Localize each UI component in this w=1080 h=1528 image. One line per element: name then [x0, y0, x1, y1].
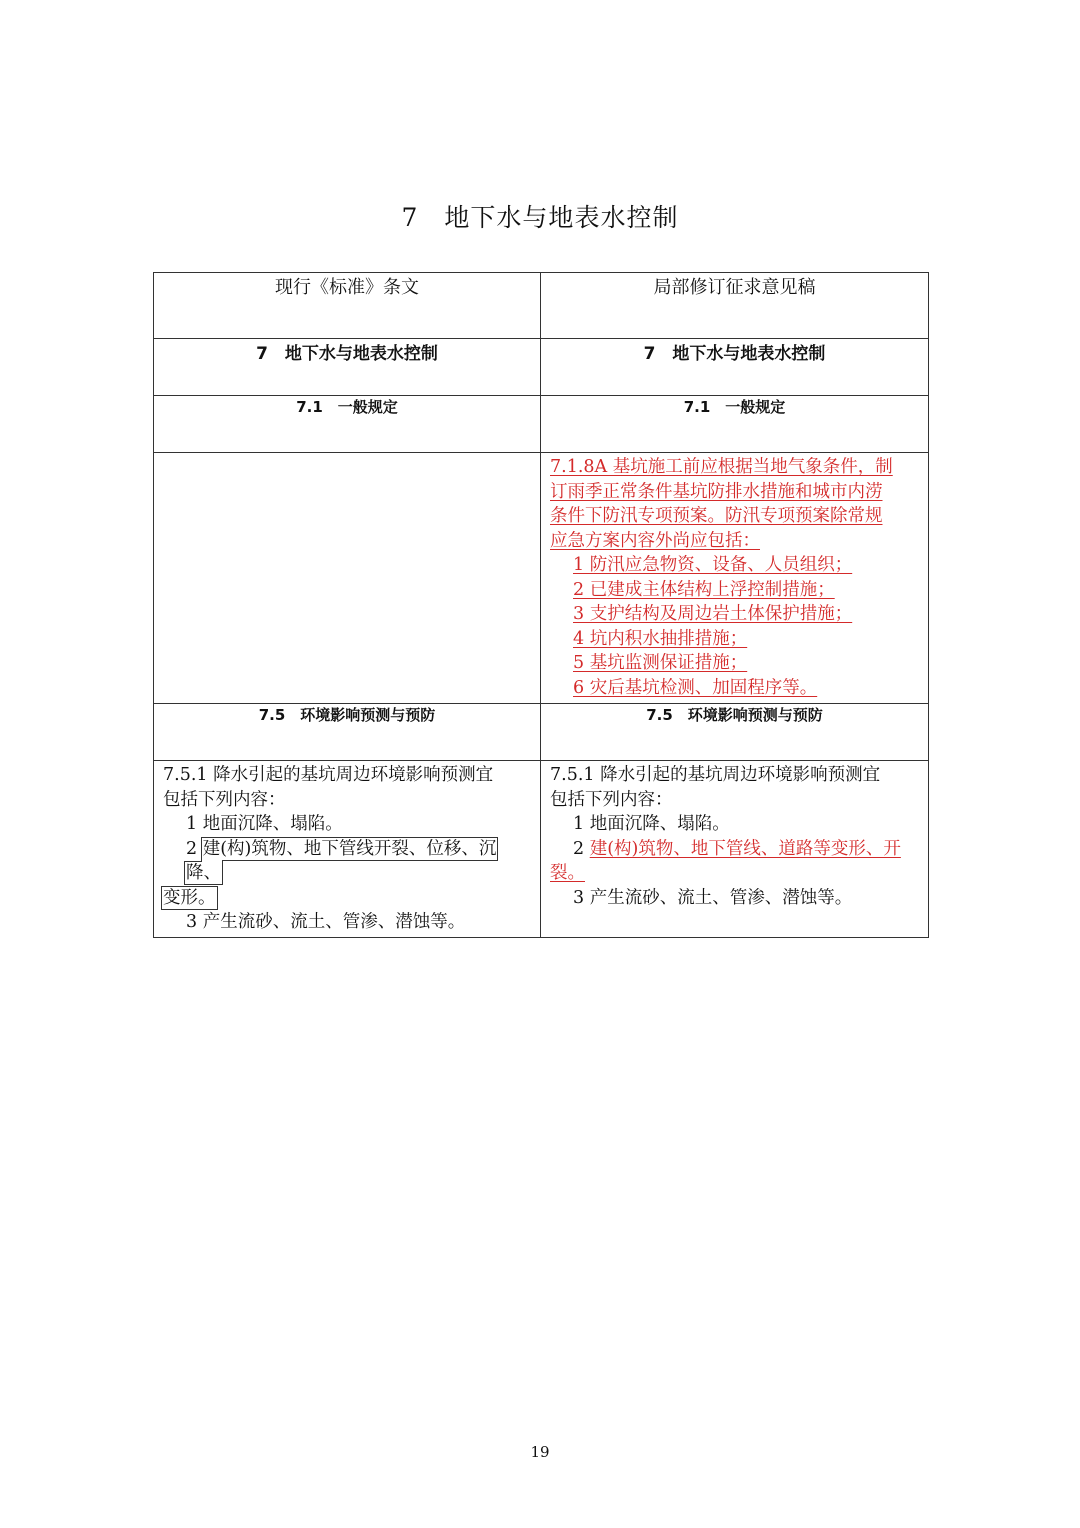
clause-line: 条件下防汛专项预案。防汛专项预案除常规 — [550, 506, 883, 526]
clause-item: 3 支护结构及周边岩土体保护措施； — [573, 604, 853, 624]
clause-751-current — [154, 761, 541, 938]
clause-line: 应急方案内容外尚应包括： — [550, 530, 760, 551]
clause-item-continued — [550, 861, 919, 886]
deleted-text-box: 建(构)筑物、地下管线开裂、位移、沉降、 — [186, 838, 497, 883]
page-title: 7 地下水与地表水控制 — [401, 203, 679, 232]
clause-item: 4 坑内积水抽排措施； — [573, 628, 748, 649]
clause-item: 5 基坑监测保证措施； — [573, 653, 748, 673]
section-general-row — [154, 396, 929, 453]
clause-item-continued — [163, 886, 531, 911]
clause-line: 包括下列内容： — [550, 789, 673, 810]
chapter-title-left: 7 地下水与地表水控制 — [154, 339, 541, 396]
new-clause-row — [154, 453, 929, 704]
section-general-right: 7.1 一般规定 — [541, 396, 929, 453]
clause-line: 7.1.8A 基坑施工前应根据当地气象条件，制 — [550, 457, 893, 477]
clause-item: 1 防汛应急物资、设备、人员组织； — [573, 555, 853, 575]
new-clause-cell — [541, 453, 929, 704]
page-number: 19 — [530, 1443, 550, 1461]
header-current-standard: 现行《标准》条文 — [154, 273, 541, 339]
clause-item: 1 地面沉降、塌陷。 — [573, 814, 730, 834]
clause-line: 订雨季正常条件基坑防排水措施和城市内涝 — [550, 481, 883, 502]
item-number: 2 — [573, 838, 585, 859]
new-clause-left-empty — [154, 453, 541, 704]
clause-line: 包括下列内容： — [163, 789, 286, 810]
chapter-title-right: 7 地下水与地表水控制 — [541, 339, 929, 396]
header-revision-draft: 局部修订征求意见稿 — [541, 273, 929, 339]
comparison-table — [153, 272, 929, 938]
section-env-right: 7.5 环境影响预测与预防 — [541, 704, 929, 761]
deleted-text-box: 变形。 — [163, 887, 216, 908]
clause-line: 7.5.1 降水引起的基坑周边环境影响预测宜 — [163, 765, 494, 785]
section-env-row — [154, 704, 929, 761]
clause-751-row — [154, 761, 929, 938]
clause-item: 3 产生流砂、流土、管渗、潜蚀等。 — [573, 887, 853, 908]
section-env-left: 7.5 环境影响预测与预防 — [154, 704, 541, 761]
clause-751-revision — [541, 761, 929, 938]
table-header-row — [154, 273, 929, 339]
item-number: 2 — [186, 838, 198, 859]
clause-item — [163, 837, 531, 886]
revised-text: 裂。 — [550, 863, 585, 883]
clause-item: 6 灾后基坑检测、加固程序等。 — [573, 677, 818, 698]
clause-item — [550, 837, 919, 862]
chapter-row — [154, 339, 929, 396]
clause-item: 2 已建成主体结构上浮控制措施； — [573, 579, 835, 600]
revised-text: 建(构)筑物、地下管线、道路等变形、开 — [589, 838, 901, 859]
clause-item: 1 地面沉降、塌陷。 — [186, 814, 343, 834]
clause-line: 7.5.1 降水引起的基坑周边环境影响预测宜 — [550, 765, 881, 785]
section-general-left: 7.1 一般规定 — [154, 396, 541, 453]
clause-item: 3 产生流砂、流土、管渗、潜蚀等。 — [186, 912, 466, 932]
